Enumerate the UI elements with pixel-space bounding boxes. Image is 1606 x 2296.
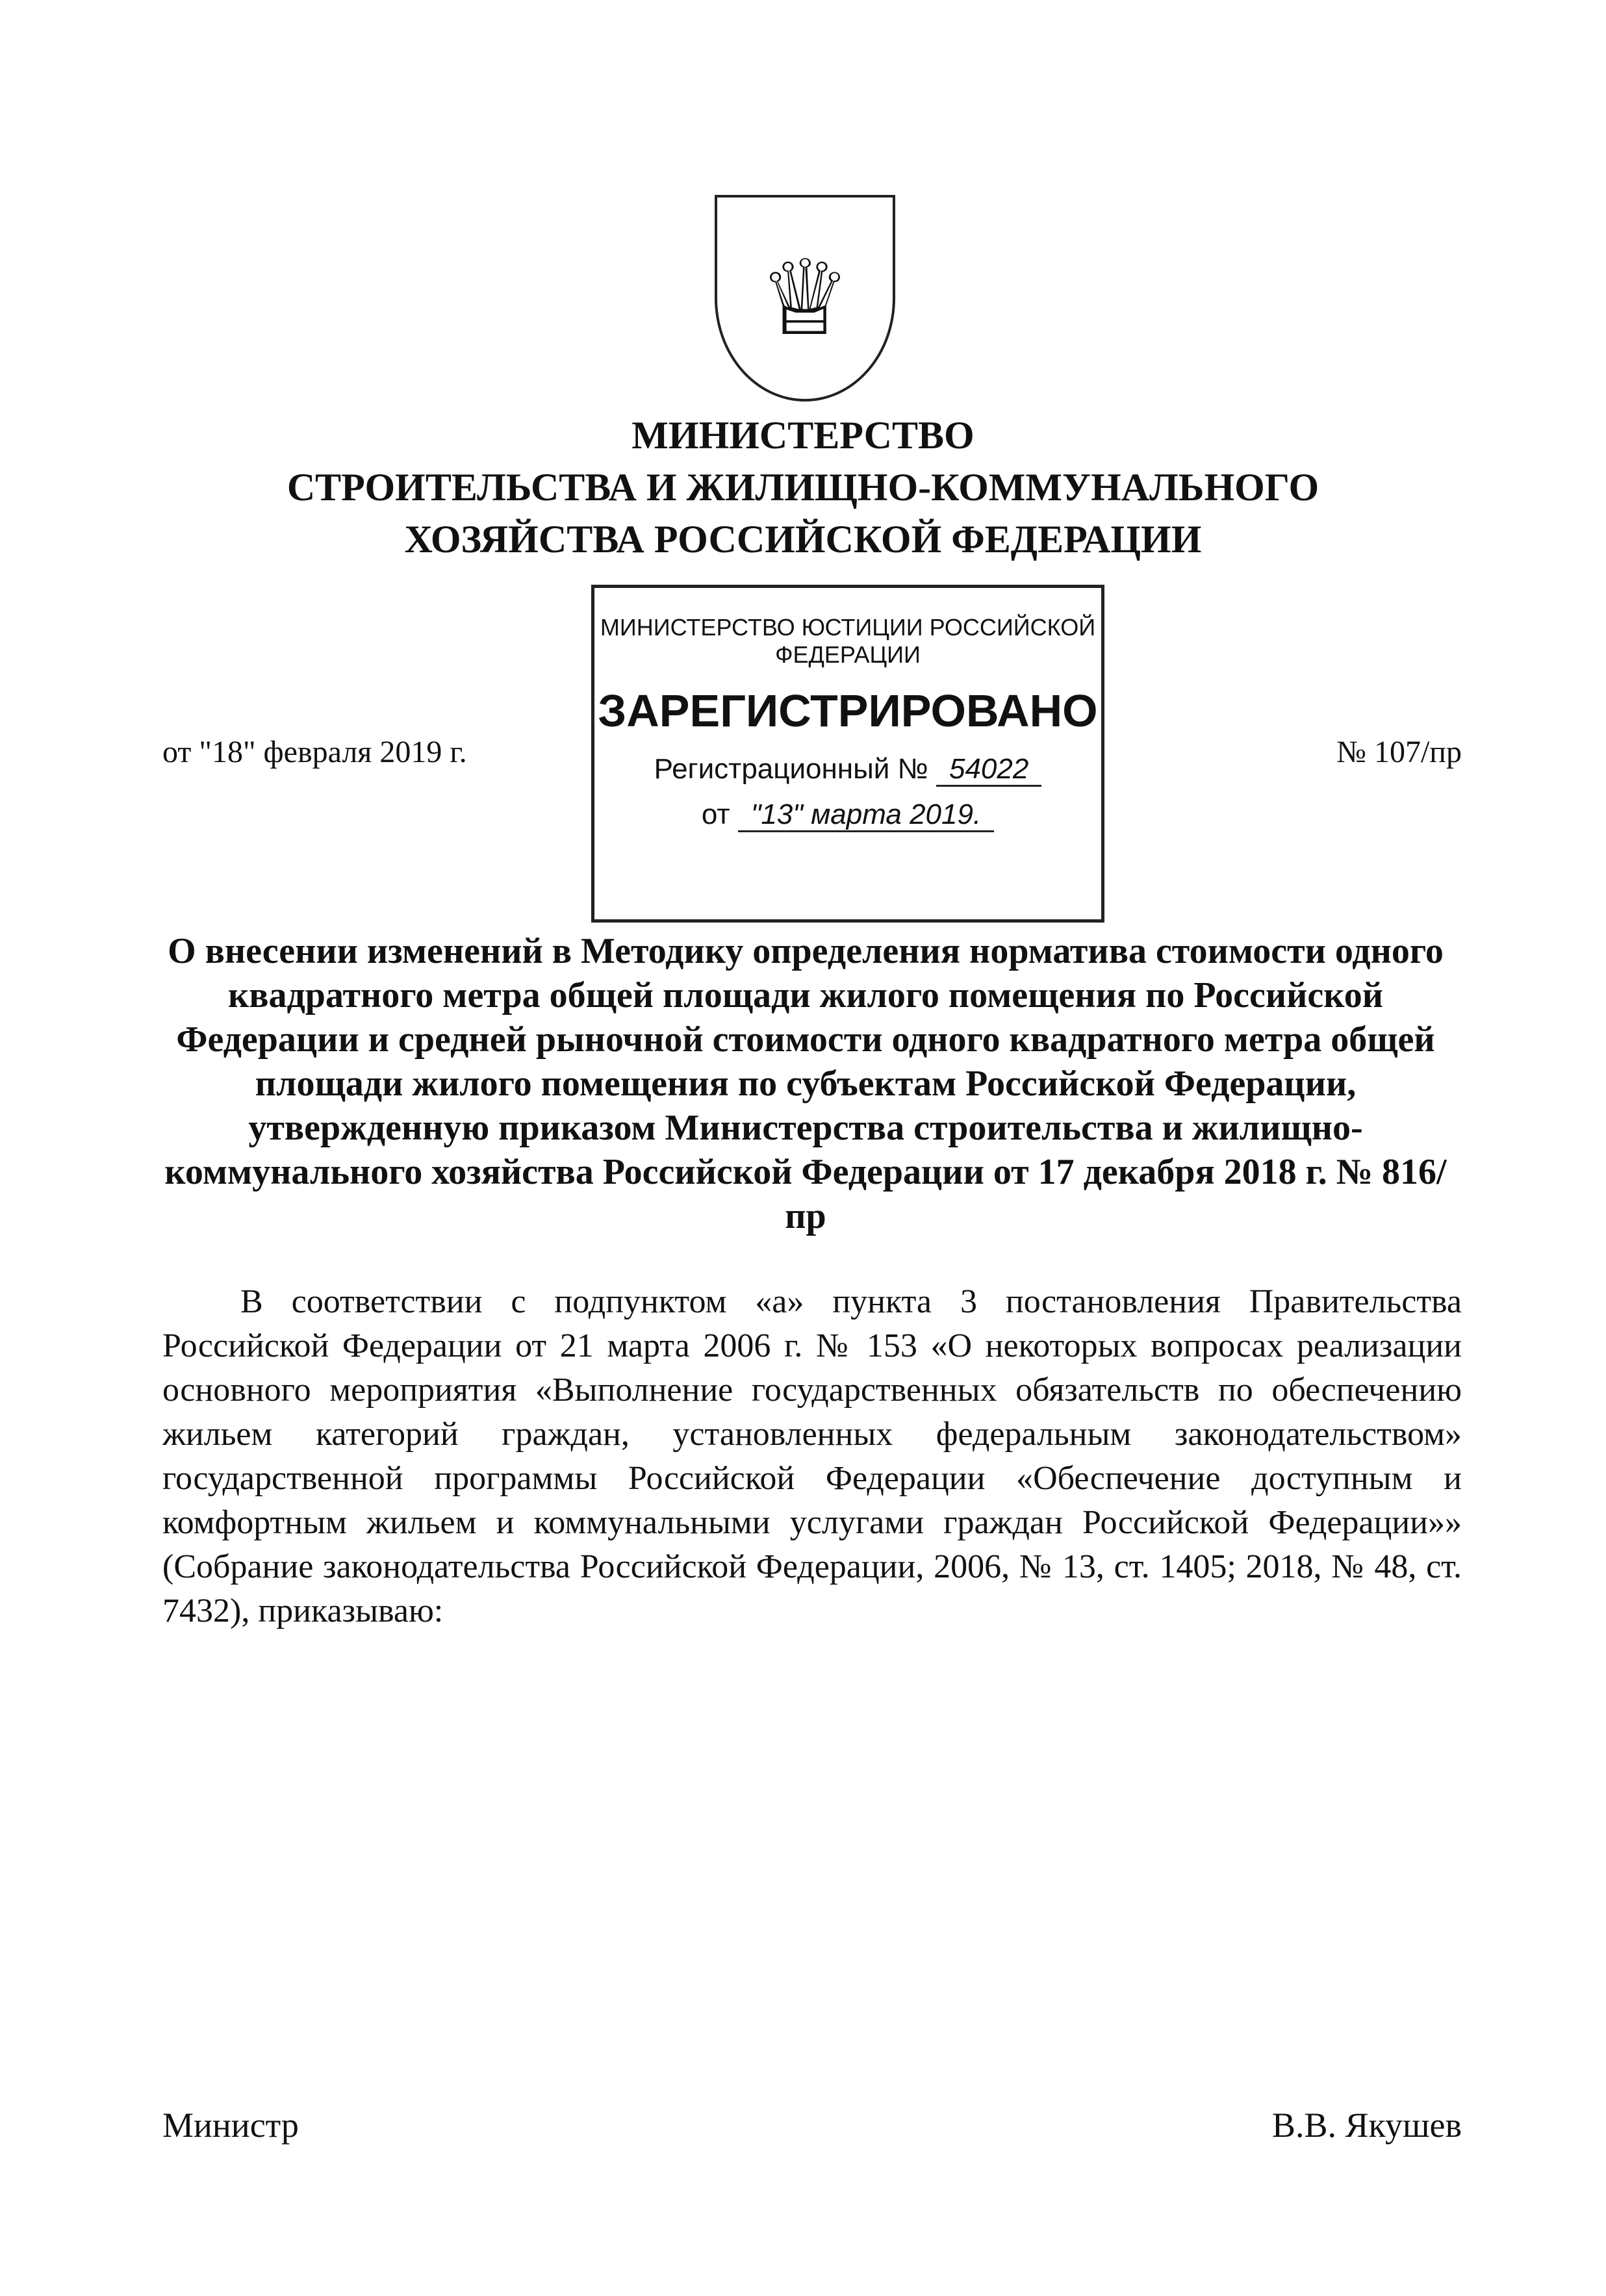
signature-line [162, 2105, 1462, 2145]
order-date: от "18" февраля 2019 г. [162, 735, 467, 769]
document-title: О внесении изменений в Методику определения норматива стоимости одного квадратного метра общей площади жилого помещения по Российской Федерации и средней рыночной стоимости одного квадратного метра общей площади жилого помещения по субъектам Российской Федерации, утвержденную приказом Министерства строительства и жилищно-коммунального хозяйства Российской Федерации от 17 декабря 2018 г. № 816/пр [164, 931, 1447, 1236]
stamp-reg-number: 54022 [936, 753, 1041, 787]
stamp-ministry: МИНИСТЕРСТВО ЮСТИЦИИ РОССИЙСКОЙ ФЕДЕРАЦИИ [600, 614, 1096, 668]
stamp-date-value: "13" марта 2019. [738, 798, 994, 832]
emblem-icon: ♕ [715, 195, 895, 402]
body-paragraph-1: В соответствии с подпунктом «а» пункта 3 постановления Правительства Российской Федерации от 21 марта 2006 г. № 153 «О некоторых вопросах реализации основного мероприятия «Выполнение государственных обязательств по обеспечению жильем категорий граждан, установленных федеральным законодательством» государственной программы Российской Федерации «Обеспечение доступным и комфортным жильем и коммунальными услугами граждан Российской Федерации»» (Собрание законодательства Российской Федерации, 2006, № 13, ст. 1405; 2018, № 48, ст. 7432), приказываю: [162, 1283, 1462, 1629]
header-line-2: СТРОИТЕЛЬСТВА И ЖИЛИЩНО-КОММУНАЛЬНОГО [287, 466, 1319, 509]
document-body [162, 1280, 1462, 1633]
signature-role: Министр [162, 2106, 299, 2145]
stamp-date-line [594, 798, 1101, 831]
order-number: № 107/пр [1336, 735, 1462, 769]
header-line-1: МИНИСТЕРСТВО [631, 414, 975, 457]
ministry-header [130, 409, 1476, 565]
stamp-registered: ЗАРЕГИСТРИРОВАНО [598, 685, 1098, 736]
signature-name: В.В. Якушев [1271, 2106, 1462, 2145]
header-line-3: ХОЗЯЙСТВА РОССИЙСКОЙ ФЕДЕРАЦИИ [404, 518, 1202, 561]
order-date-line [162, 734, 1462, 770]
stamp-reg-label: Регистрационный № [654, 753, 928, 785]
stamp-date-label: от [701, 798, 730, 830]
